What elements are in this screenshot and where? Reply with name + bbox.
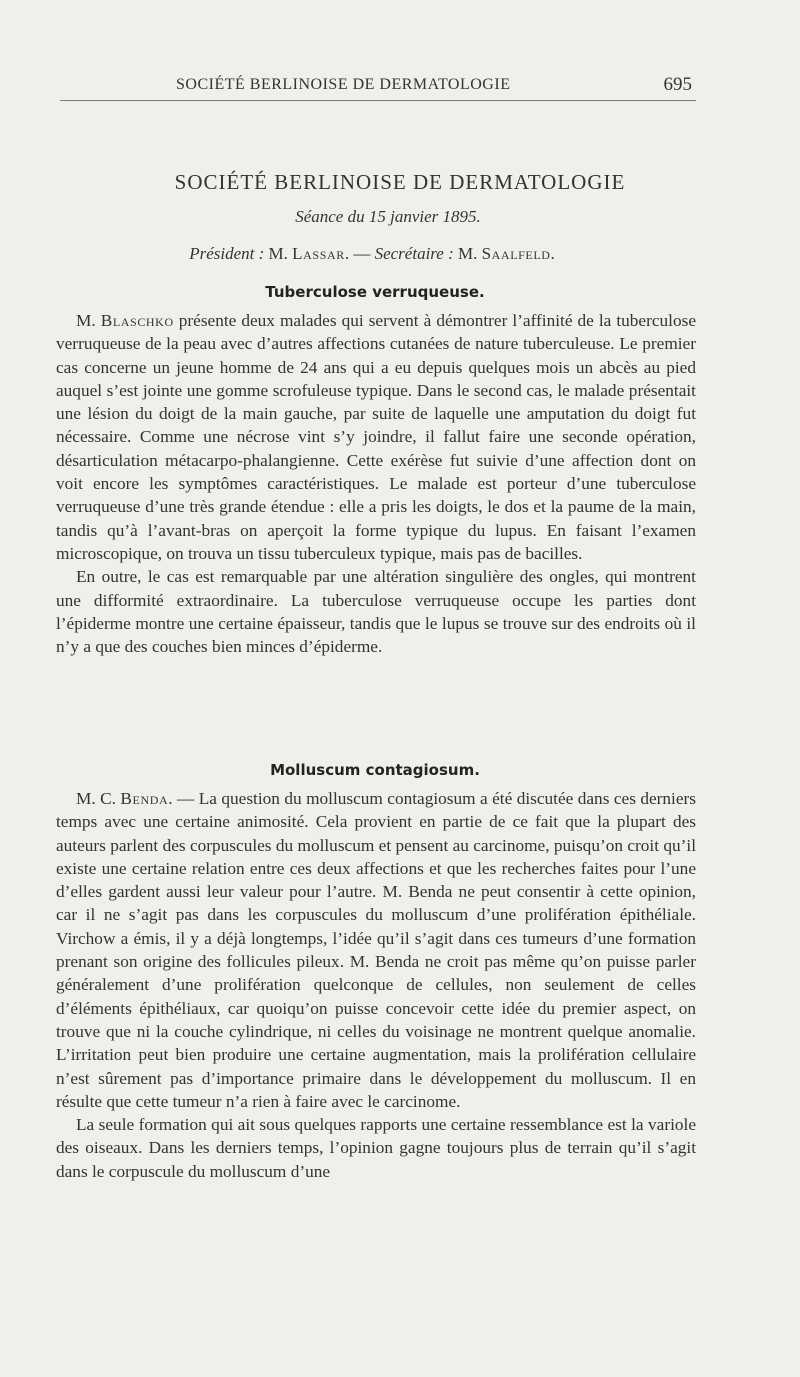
paragraph (56, 787, 696, 1113)
secretary-prefix: M. (457, 244, 478, 263)
secretary-role: Secrétaire : (374, 244, 454, 263)
section-body-molluscum (56, 787, 696, 1183)
president-role: Président : (189, 244, 265, 263)
speaker-prefix: M. C. (76, 789, 116, 808)
officers-separator: . — (344, 244, 371, 263)
section-heading-molluscum: Molluscum contagiosum. (270, 761, 480, 779)
section-heading-tuberculose: Tuberculose verruqueuse. (265, 283, 485, 301)
secretary-name: Saalfeld (481, 244, 551, 263)
paragraph-text: présente deux malades qui servent à démontrer l’affinité de la tuberculose verruqueuse de la peau avec d’autres affections cutanées de nature tuberculeuse. Le premier cas concerne un jeune homme de 24 ans qui a eu depuis quelques mois un abcès au pied auquel s’est jointe une gomme scrofuleuse typique. Dans le second cas, le malade présentait une lésion du doigt de la main gauche, par suite de laquelle une amputation du doigt fut nécessaire. Comme une nécrose vint s’y joindre, il fallut faire une seconde opération, désarticulation métacarpo-phalangienne. Cette exérèse fut suivie d’une affection dont on voit encore les symptômes caractéristiques. Le malade est porteur d’une tuberculose verruqueuse d’une très grande étendue : elle a pris les doigts, le dos et la paume de la main, tandis qu’à l’avant-bras on aperçoit la forme typique du lupus. En faisant l’examen microscopique, on trouva un tissu tuberculeux typique, mais pas de bacilles. (56, 311, 696, 563)
president-prefix: M. (268, 244, 288, 263)
speaker-name: Blaschko (100, 311, 174, 330)
paragraph (56, 309, 696, 565)
session-date: Séance du 15 janvier 1895. (295, 207, 481, 226)
paragraph: En outre, le cas est remarquable par une altération singulière des ongles, qui montrent une difformité extraordinaire. La tuberculose verruqueuse occupe les parties dont l’épiderme montre une certaine épaisseur, tandis que le lupus se trouve sur des endroits où il n’y a que des couches bien minces d’épiderme. (56, 567, 696, 657)
officers-end: . (550, 244, 555, 263)
speaker-name: Benda (120, 789, 169, 808)
section-body-tuberculose (56, 309, 696, 658)
running-header (60, 70, 696, 101)
page-number: 695 (663, 74, 692, 95)
officers-line (0, 244, 744, 264)
paragraph: La seule formation qui ait sous quelques rapports une certaine ressemblance est la variole des oiseaux. Dans les derniers temps, l’opinion gagne toujours plus de terrain qu’il s’agit dans le corpuscule du molluscum d’une (56, 1115, 696, 1181)
running-title: SOCIÉTÉ BERLINOISE DE DERMATOLOGIE (176, 76, 511, 93)
president-name: Lassar (292, 244, 345, 263)
paragraph-text: . — La question du molluscum contagiosum a été discutée dans ces derniers temps avec une certaine animosité. Cela provient en partie de ce fait que la plupart des auteurs parlent des corpuscules du molluscum et pensent au carcinome, puisqu’on croit qu’il existe une certaine relation entre ces deux affections et que les recherches faites pour l’une d’elles gardent aussi leur valeur pour l’autre. M. Benda ne peut consentir à cette opinion, car il ne s’agit pas dans les corpuscules du molluscum d’une prolifération épithéliale. Virchow a émis, il y a déjà longtemps, l’idée qu’il s’agit dans ces tumeurs d’une formation prenant son origine des follicules pileux. M. Benda ne croit pas même qu’on puisse parler généralement d’une prolifération quelconque de cellules, non seulement de celles d’éléments épithéliaux, car quoiqu’on puisse concevoir cette idée du premier aspect, on trouve que ni la couche cylindrique, ni celles du voisinage ne montrent quelque anomalie. L’irritation peut bien produire une certaine augmentation, mais la prolifération cellulaire n’est sûrement pas d’importance primaire dans le développement du molluscum. Il en résulte que cette tumeur n’a rien à faire avec le carcinome. (56, 789, 697, 1111)
article-title: SOCIÉTÉ BERLINOISE DE DERMATOLOGIE (174, 170, 626, 194)
speaker-prefix: M. (76, 311, 96, 330)
